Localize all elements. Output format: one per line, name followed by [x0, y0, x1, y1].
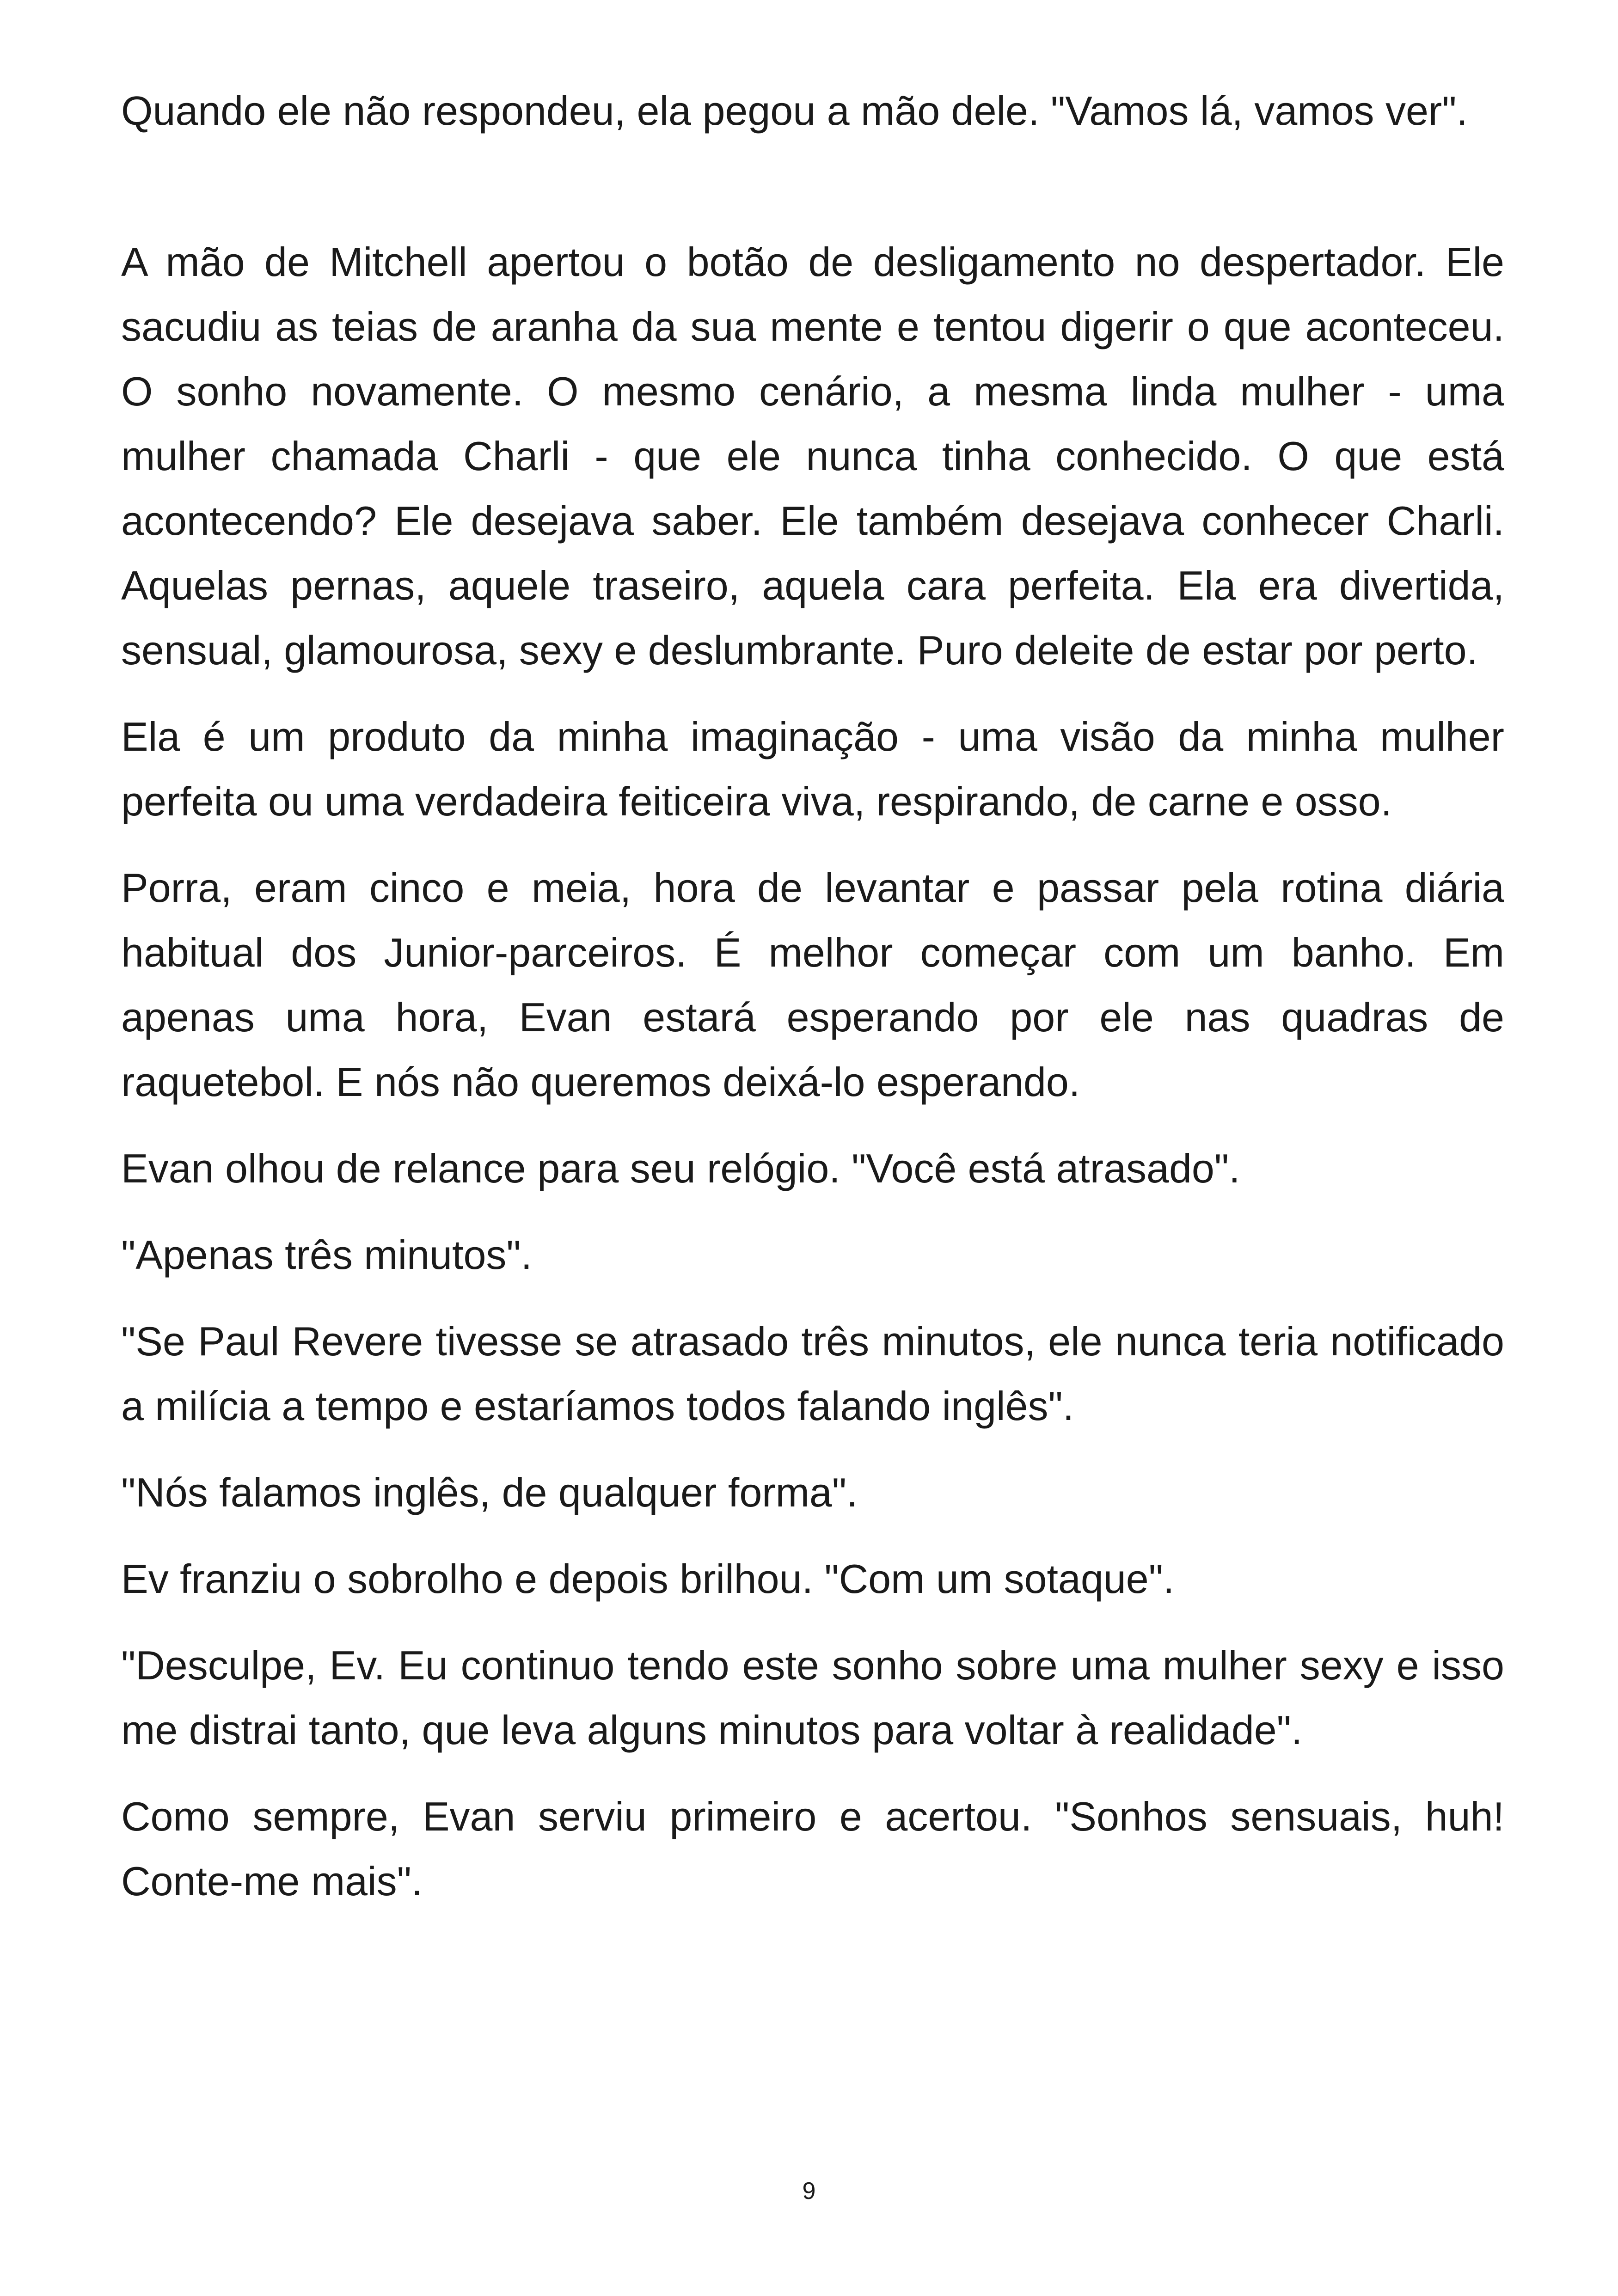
- paragraph: Quando ele não respondeu, ela pegou a mão dele. "Vamos lá, vamos ver".: [121, 88, 1468, 134]
- paragraph: "Se Paul Revere tivesse se atrasado três minutos, ele nunca teria notificado a milícia a tempo e estaríamos todos falando inglês".: [121, 1318, 1504, 1429]
- paragraph: "Nós falamos inglês, de qualquer forma".: [121, 1469, 858, 1515]
- paragraph: Como sempre, Evan serviu primeiro e acertou. "Sonhos sensuais, huh! Conte-me mais".: [121, 1794, 1504, 1904]
- paragraph: Ela é um produto da minha imaginação - uma visão da minha mulher perfeita ou uma verdadeira feiticeira viva, respirando, de carne e osso.: [121, 714, 1504, 824]
- paragraph: Ev franziu o sobrolho e depois brilhou. "Com um sotaque".: [121, 1556, 1175, 1602]
- page-number: 9: [802, 2178, 816, 2204]
- paragraph: Porra, eram cinco e meia, hora de levantar e passar pela rotina diária habitual dos Junior-parceiros. É melhor começar com um banho. Em apenas uma hora, Evan estará esperando por ele nas quadras de raquetebol. E nós não queremos deixá-lo esperando.: [121, 865, 1504, 1105]
- paragraph: A mão de Mitchell apertou o botão de desligamento no despertador. Ele sacudiu as teias de aranha da sua mente e tentou digerir o que aconteceu. O sonho novamente. O mesmo cenário, a mesma linda mulher - uma mulher chamada Charli - que ele nunca tinha conhecido. O que está acontecendo? Ele desejava saber. Ele também desejava conhecer Charli. Aquelas pernas, aquele traseiro, aquela cara perfeita. Ela era divertida, sensual, glamourosa, sexy e deslumbrante. Puro deleite de estar por perto.: [121, 239, 1504, 673]
- paragraph: "Desculpe, Ev. Eu continuo tendo este sonho sobre uma mulher sexy e isso me distrai tanto, que leva alguns minutos para voltar à realidade".: [121, 1642, 1504, 1753]
- paragraph: Evan olhou de relance para seu relógio. "Você está atrasado".: [121, 1145, 1240, 1191]
- page-body: [121, 79, 1504, 1935]
- paragraph: "Apenas três minutos".: [121, 1232, 533, 1278]
